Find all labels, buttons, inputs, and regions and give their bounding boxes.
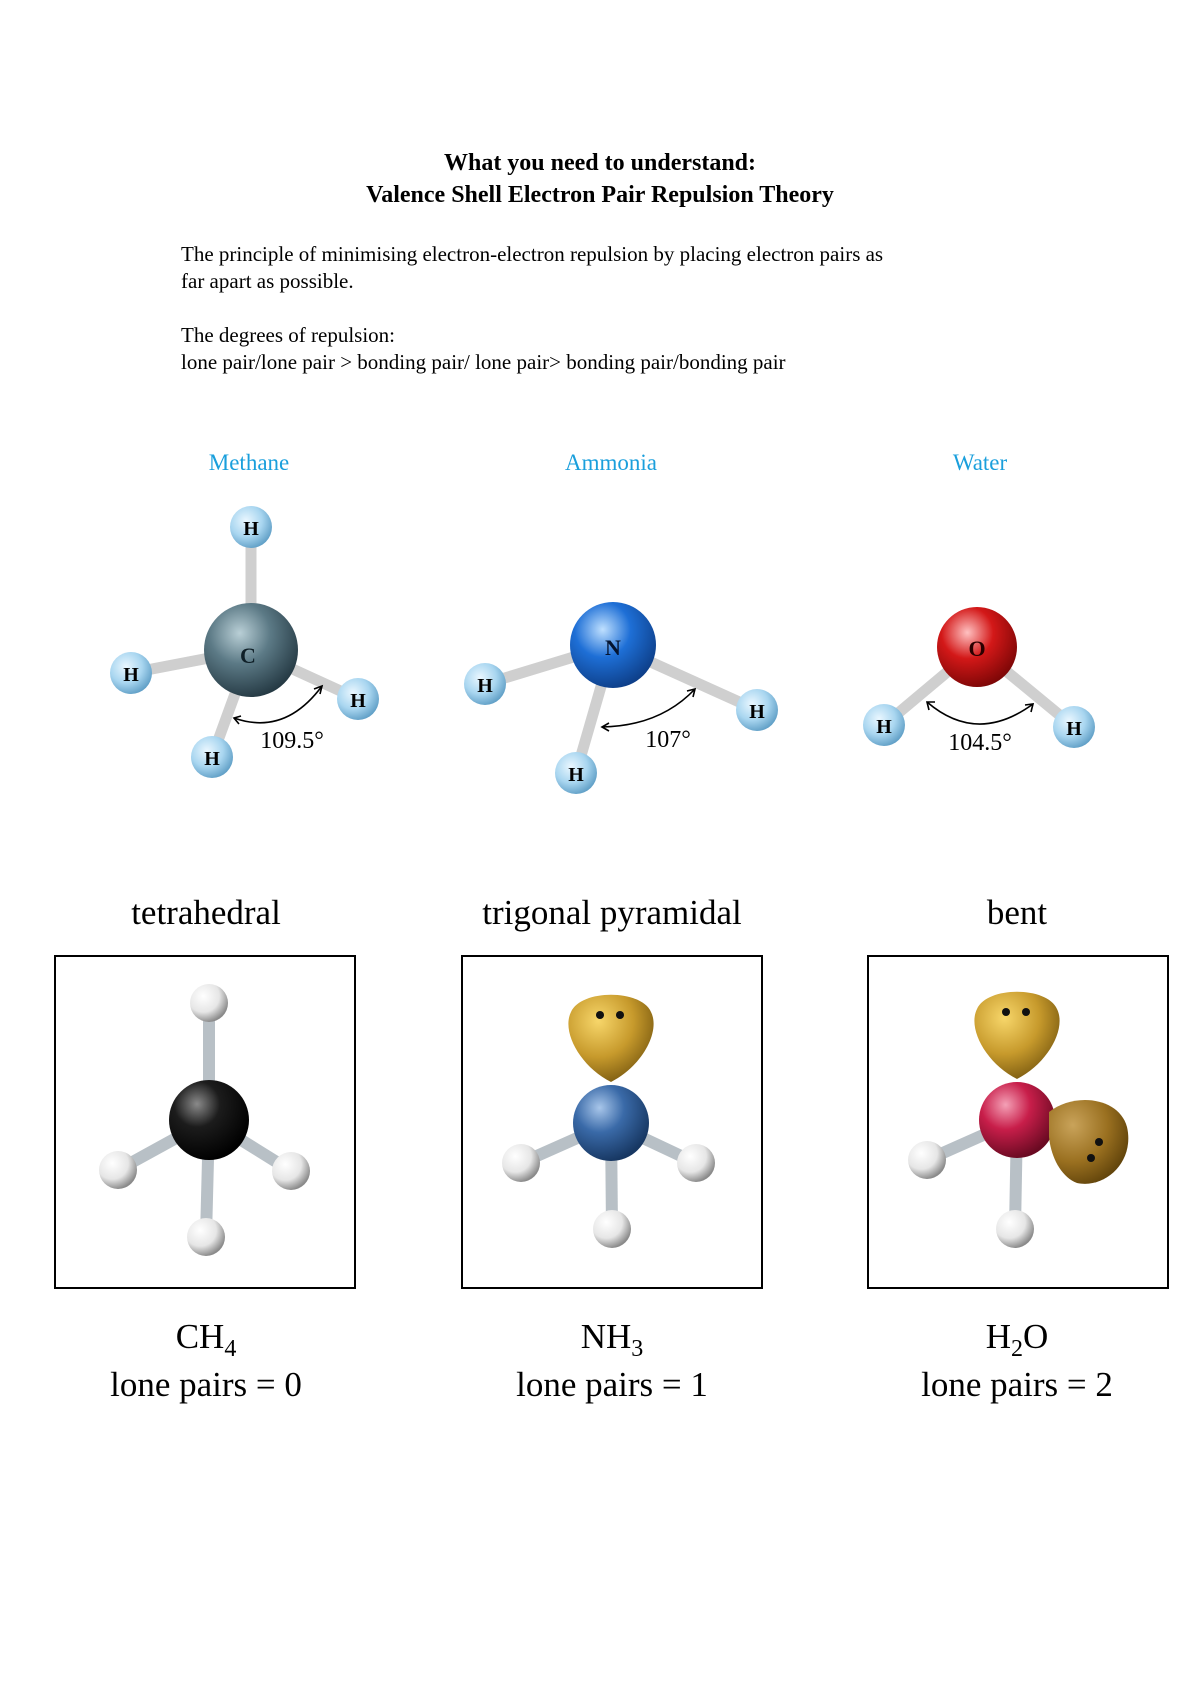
nh3-model bbox=[463, 957, 761, 1287]
ammonia-hydrogen-symbol: H bbox=[749, 701, 765, 723]
title-line-2: Valence Shell Electron Pair Repulsion Theory bbox=[366, 182, 834, 208]
ball-stick-models bbox=[0, 480, 1200, 810]
nh3-lone-pair-lobe bbox=[568, 995, 653, 1082]
degrees-heading: The degrees of repulsion: bbox=[181, 323, 396, 347]
panel-trigonal-pyramidal bbox=[461, 955, 763, 1289]
water-oxygen-symbol: O bbox=[968, 636, 986, 661]
methane-bond-angle: 109.5° bbox=[260, 728, 324, 754]
geometry-label-tetrahedral: tetrahedral bbox=[131, 893, 281, 932]
lone-pairs-h2o: lone pairs = 2 bbox=[921, 1365, 1113, 1404]
water-angle-arc bbox=[927, 702, 1033, 724]
methane-model bbox=[110, 506, 379, 778]
formula-h2o-subscript: 2 bbox=[1011, 1336, 1023, 1362]
formula-ch4-main: CH bbox=[175, 1317, 225, 1356]
h2o-model bbox=[869, 957, 1167, 1287]
methane-hydrogen-symbol: H bbox=[243, 518, 259, 540]
ch4-model bbox=[56, 957, 354, 1287]
degrees-order: lone pair/lone pair > bonding pair/ lone pair> bonding pair/bonding pair bbox=[181, 350, 786, 374]
formula-ch4-subscript: 4 bbox=[224, 1336, 237, 1362]
water-bond-angle: 104.5° bbox=[948, 730, 1012, 756]
nh3-central-atom bbox=[573, 1085, 649, 1161]
ammonia-bond-angle: 107° bbox=[645, 727, 691, 753]
title-line-1: What you need to understand: bbox=[443, 150, 757, 176]
methane-hydrogen-symbol: H bbox=[350, 690, 366, 712]
methane-carbon-symbol: C bbox=[240, 643, 256, 668]
methane-hydrogen-symbol: H bbox=[123, 664, 139, 686]
ammonia-hydrogen-symbol: H bbox=[568, 764, 584, 786]
h2o-lone-pair-lobe-top bbox=[974, 992, 1059, 1079]
panel-bent bbox=[867, 955, 1169, 1289]
lone-pairs-ch4: lone pairs = 0 bbox=[110, 1365, 302, 1404]
ammonia-nitrogen-symbol: N bbox=[605, 635, 621, 660]
formula-h2o-main: H bbox=[985, 1317, 1011, 1356]
formula-h2o bbox=[837, 1313, 1197, 1361]
principle-line-2: far apart as possible. bbox=[181, 269, 354, 293]
ammonia-hydrogen-symbol: H bbox=[477, 675, 493, 697]
h2o-central-atom bbox=[979, 1082, 1055, 1158]
lone-pairs-nh3: lone pairs = 1 bbox=[516, 1365, 708, 1404]
water-hydrogen-symbol: H bbox=[876, 716, 892, 738]
panel-tetrahedral bbox=[54, 955, 356, 1289]
ch4-central-atom bbox=[169, 1080, 249, 1160]
formula-nh3-subscript: 3 bbox=[631, 1336, 644, 1362]
principle-line-1: The principle of minimising electron-electron repulsion by placing electron pairs as bbox=[181, 242, 884, 266]
geometry-label-bent: bent bbox=[986, 893, 1048, 932]
molecule-label-water: Water bbox=[952, 450, 1008, 475]
formula-ch4 bbox=[26, 1313, 386, 1361]
h2o-lone-pair-lobe-side bbox=[1049, 1100, 1128, 1184]
ammonia-model bbox=[464, 602, 778, 794]
methane-hydrogen-symbol: H bbox=[204, 748, 220, 770]
formula-nh3-main: NH bbox=[580, 1317, 632, 1356]
geometry-label-trigonal-pyramidal: trigonal pyramidal bbox=[482, 893, 742, 932]
molecule-label-methane: Methane bbox=[208, 450, 290, 475]
molecule-label-ammonia: Ammonia bbox=[565, 450, 657, 475]
formula-nh3 bbox=[432, 1313, 792, 1361]
ammonia-angle-arc bbox=[602, 689, 695, 727]
formula-h2o-tail: O bbox=[1023, 1317, 1049, 1356]
water-model bbox=[863, 607, 1095, 756]
water-hydrogen-symbol: H bbox=[1066, 718, 1082, 740]
